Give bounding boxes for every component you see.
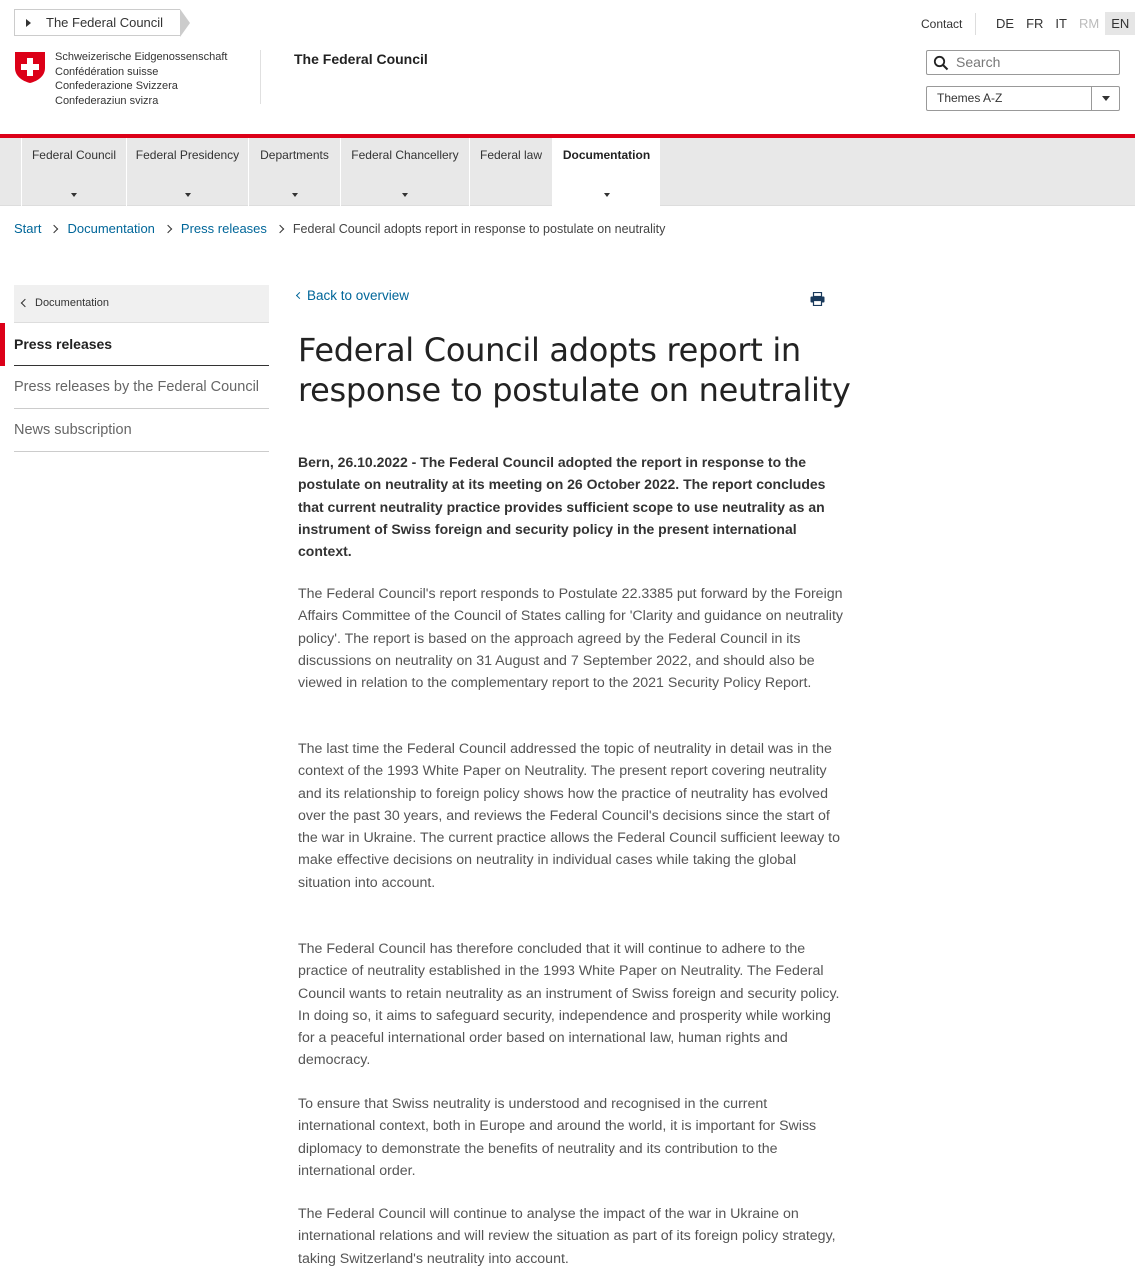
article-lead: Bern, 26.10.2022 - The Federal Council adopted the report in response to the postulate on neutrality at its meeting on 26 October 2022. The report concludes that current neutrality practice provides sufficient scope to use neutrality as an instrument of Swiss foreign and security policy in the present international context. bbox=[298, 454, 826, 560]
search-input[interactable] bbox=[926, 50, 1120, 75]
federal-council-link[interactable] bbox=[14, 9, 180, 36]
breadcrumb bbox=[14, 221, 665, 236]
lang-rm: RM bbox=[1078, 16, 1100, 31]
themes-select[interactable] bbox=[926, 86, 1120, 111]
nav-departments[interactable] bbox=[248, 138, 340, 206]
chevron-down-icon bbox=[71, 193, 77, 197]
chevron-down-icon[interactable] bbox=[1091, 87, 1119, 110]
nav-label: Documentation bbox=[562, 148, 651, 162]
chevron-right-icon bbox=[276, 224, 284, 232]
nav-federal-chancellery[interactable] bbox=[340, 138, 469, 206]
nav-label: Departments bbox=[260, 148, 329, 162]
article-paragraph: To ensure that Swiss neutrality is understood and recognised in the current international context, both in Europe and around the world, it is important for Swiss diplomacy to demonstrate the benefits of neutrality and its contribution to the international order. bbox=[298, 1096, 817, 1179]
back-to-overview-link[interactable] bbox=[297, 288, 409, 303]
nav-label: Federal law bbox=[479, 148, 543, 162]
chevron-down-icon bbox=[402, 193, 408, 197]
breadcrumb-press-releases[interactable]: Press releases bbox=[180, 221, 267, 236]
themes-select-value: Themes A-Z bbox=[937, 91, 1003, 105]
breadcrumb-documentation[interactable]: Documentation bbox=[67, 221, 155, 236]
confederation-name-it: Confederazione Svizzera bbox=[55, 80, 178, 93]
breadcrumb-start[interactable]: Start bbox=[14, 221, 42, 236]
back-to-overview-label: Back to overview bbox=[307, 288, 410, 303]
chevron-right-icon bbox=[50, 224, 58, 232]
page-title: Federal Council adopts report in response to postulate on neutrality bbox=[298, 331, 851, 409]
article-paragraph: The Federal Council will continue to analyse the impact of the war in Ukraine on international relations and will review the situation as part of its foreign policy strategy, taking Switzerland's neutrality into account. bbox=[298, 1206, 836, 1267]
divider bbox=[260, 50, 261, 104]
lang-fr[interactable]: FR bbox=[1026, 16, 1044, 31]
sidebar-back-documentation[interactable] bbox=[14, 285, 269, 323]
confederation-name-fr: Confédération suisse bbox=[55, 65, 159, 78]
triangle-right-icon bbox=[26, 19, 31, 27]
chevron-right-icon bbox=[164, 224, 172, 232]
nav-documentation[interactable] bbox=[552, 138, 660, 207]
search-icon bbox=[933, 55, 949, 71]
nav-federal-council[interactable] bbox=[21, 138, 126, 206]
contact-link[interactable]: Contact bbox=[921, 17, 963, 31]
lang-en[interactable]: EN bbox=[1105, 12, 1135, 35]
federal-council-link-label: The Federal Council bbox=[46, 15, 164, 30]
search-placeholder: Search bbox=[956, 54, 1001, 70]
sidebar-item-press-releases-federal-council[interactable]: Press releases by the Federal Council bbox=[14, 366, 269, 409]
language-switcher bbox=[990, 12, 1135, 35]
sidebar-back-label: Documentation bbox=[35, 297, 109, 309]
lang-it[interactable]: IT bbox=[1055, 16, 1067, 31]
chevron-down-icon bbox=[292, 193, 298, 197]
breadcrumb-current: Federal Council adopts report in response to postulate on neutrality bbox=[292, 221, 666, 236]
lang-de[interactable]: DE bbox=[996, 16, 1015, 31]
chevron-down-icon bbox=[185, 193, 191, 197]
swiss-cross-icon[interactable] bbox=[14, 51, 46, 84]
nav-federal-law[interactable] bbox=[469, 138, 552, 206]
print-icon[interactable] bbox=[810, 292, 825, 306]
divider bbox=[975, 13, 976, 35]
confederation-names bbox=[55, 50, 227, 108]
nav-label: Federal Presidency bbox=[135, 148, 240, 162]
nav-label: Federal Chancellery bbox=[351, 148, 459, 162]
top-bar bbox=[0, 0, 1135, 44]
site-title[interactable]: The Federal Council bbox=[294, 51, 428, 67]
sidebar-item-press-releases[interactable]: Press releases bbox=[14, 323, 269, 366]
confederation-name-de: Schweizerische Eidgenossenschaft bbox=[55, 51, 228, 63]
main-nav bbox=[0, 138, 1135, 206]
chevron-left-icon bbox=[296, 292, 303, 299]
article-paragraph: The Federal Council's report responds to Postulate 22.3385 put forward by the Foreign Affairs Committee of the Council of States calling for 'Clarity and guidance on neutrality policy'. The report is based on the approach agreed by the Federal Council in its discussions on neutrality on 31 August and 7 September 2022, and should also be viewed in relation to the complementary report to the 2021 Security Policy Report. bbox=[298, 586, 843, 692]
article-paragraph: The last time the Federal Council addressed the topic of neutrality in detail was in the context of the 1993 White Paper on Neutrality. The present report covering neutrality and its relationship to foreign policy shows how the practice of neutrality has evolved over the past 30 years, and reviews the Federal Council's decisions since the start of the war in Ukraine. The current practice allows the Federal Council sufficient leeway to make effective decisions on neutrality in individual cases while taking the global situation into account. bbox=[298, 741, 841, 891]
chevron-left-icon bbox=[21, 299, 29, 307]
nav-federal-presidency[interactable] bbox=[126, 138, 248, 206]
confederation-name-rm: Confederaziun svizra bbox=[55, 94, 159, 107]
active-indicator bbox=[0, 323, 5, 366]
article-paragraph: The Federal Council has therefore concluded that it will continue to adhere to the practice of neutrality established in the 1993 White Paper on Neutrality. The Federal Council wants to retain neutrality as an instrument of Swiss foreign and security policy. In doing so, it aims to safeguard security, independence and prosperity while working for a peaceful international order based on international law, human rights and democracy. bbox=[298, 941, 840, 1069]
nav-label: Federal Council bbox=[31, 148, 117, 162]
sidebar-item-news-subscription[interactable]: News subscription bbox=[14, 409, 269, 452]
chevron-down-icon bbox=[604, 193, 610, 197]
